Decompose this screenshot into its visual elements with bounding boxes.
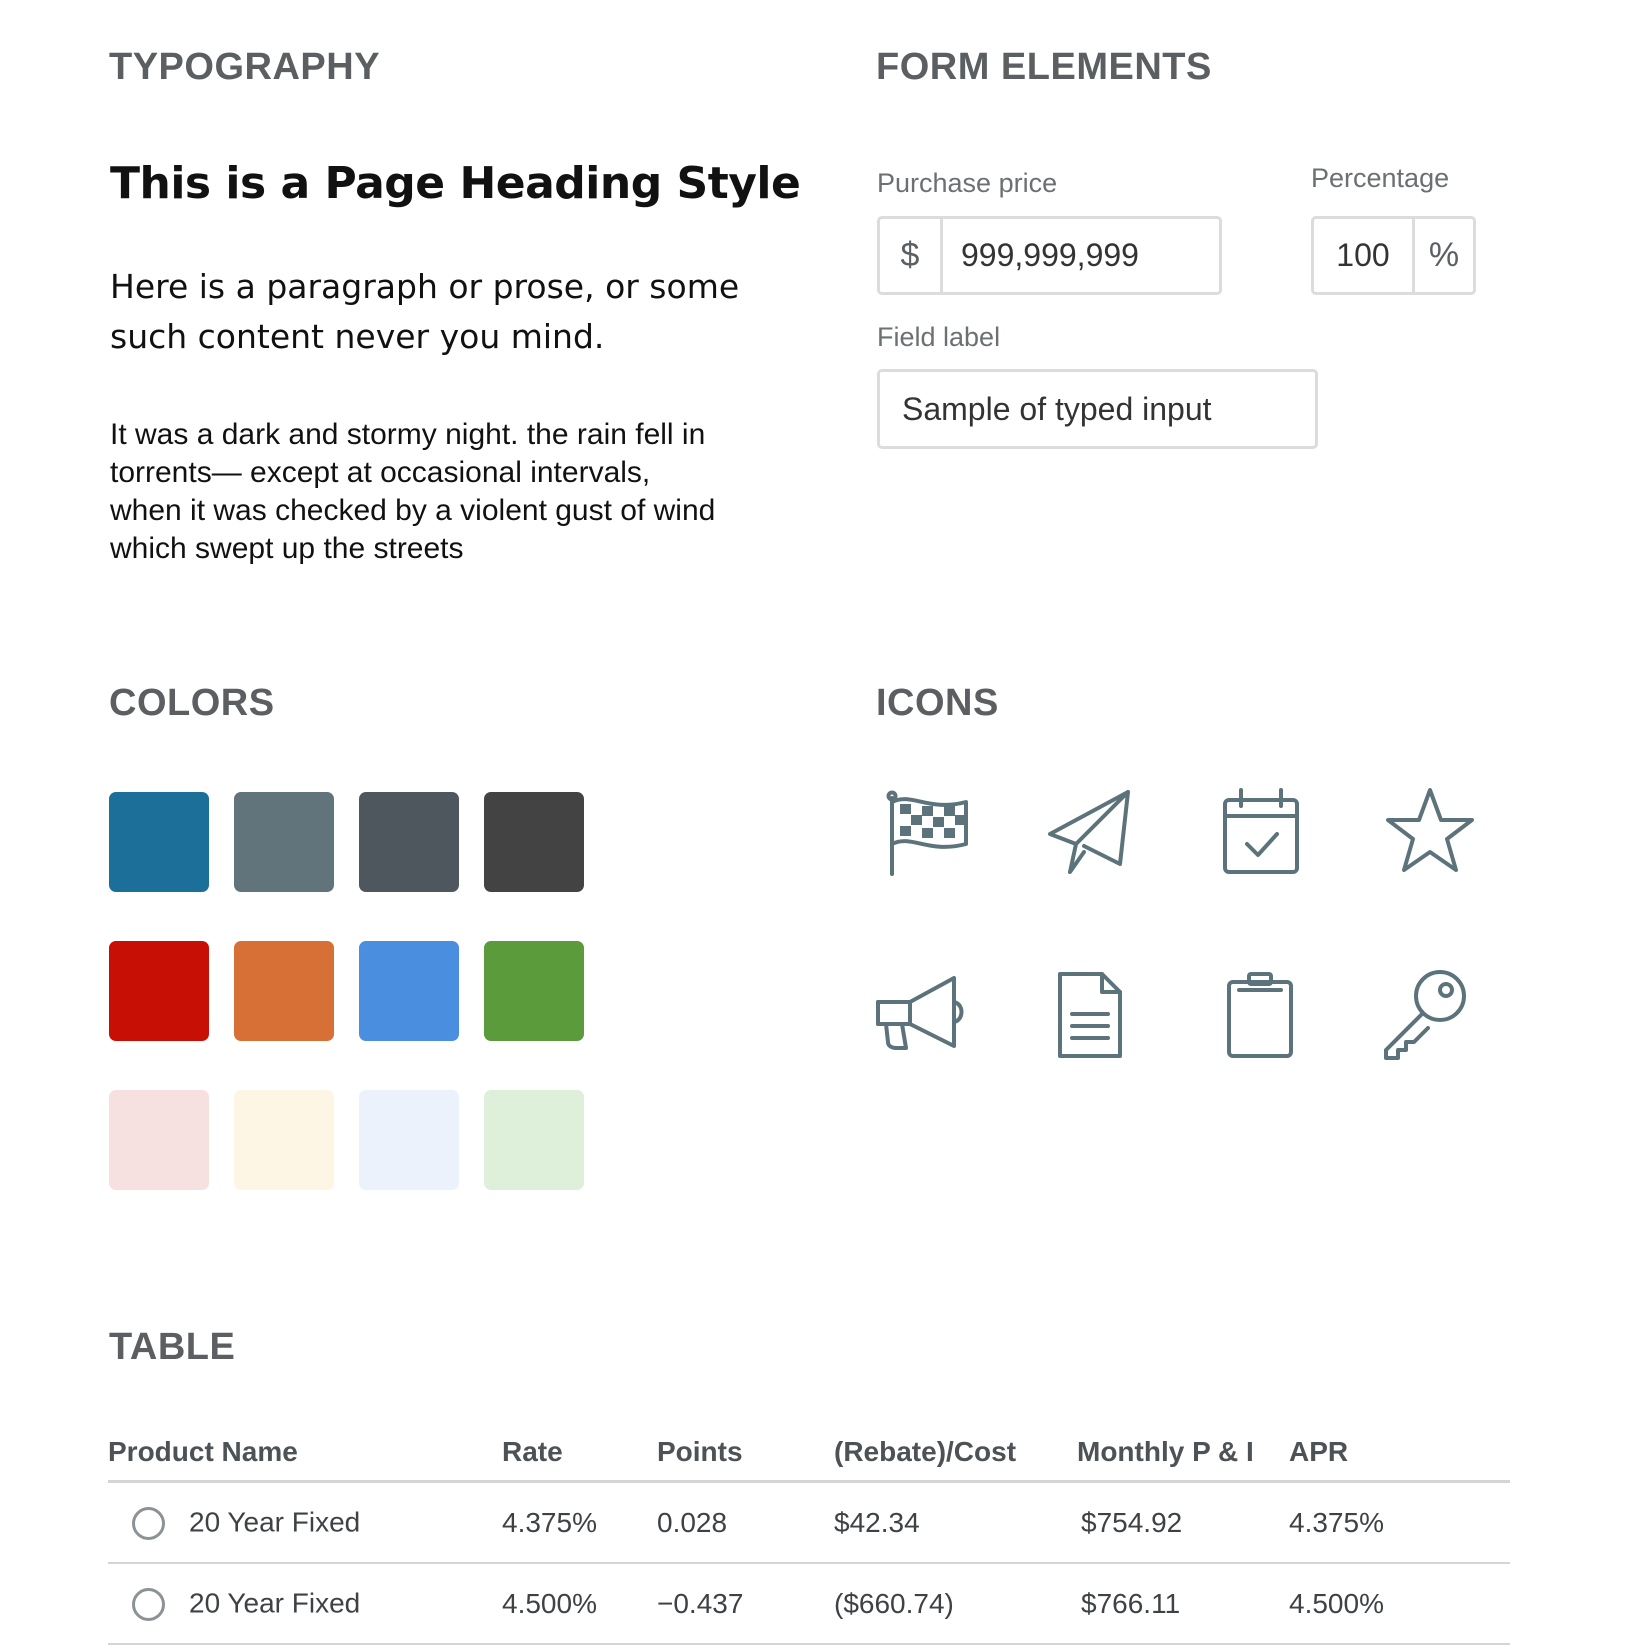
row-select-radio[interactable] [132,1507,165,1540]
rates-table [108,1424,1510,1645]
purchase-price-value: 999,999,999 [961,237,1139,273]
color-swatch [359,792,459,892]
page-heading-sample: This is a Page Heading Style [110,158,801,209]
table-header-row [108,1424,1510,1482]
rebate-cost-cell: $42.34 [834,1482,1077,1564]
document-icon [1040,966,1140,1066]
table-row[interactable] [108,1482,1510,1564]
percent-suffix: % [1428,236,1460,274]
color-swatch [109,1090,209,1190]
field-label: Field label [877,322,1001,352]
text-input-value: Sample of typed input [902,390,1212,427]
calendar-check-icon [1211,782,1311,882]
checkered-flag-icon [878,782,978,882]
product-cell [108,1563,502,1644]
lead-paragraph-sample: Here is a paragraph or prose, or some such content never you mind. [110,267,740,356]
text-input[interactable] [877,369,1318,449]
clipboard-icon [1211,966,1311,1066]
apr-cell: 4.500% [1289,1563,1510,1644]
column-header-points: Points [657,1424,834,1482]
color-swatch [234,1090,334,1190]
column-header-rebate-cost: (Rebate)/Cost [834,1424,1077,1482]
monthly-pi-cell: $754.92 [1077,1482,1289,1564]
color-swatch [484,792,584,892]
section-title-icons: ICONS [876,682,999,724]
section-title-table: TABLE [109,1326,236,1368]
section-title-colors: COLORS [109,682,275,724]
column-header-apr: APR [1289,1424,1510,1482]
rate-cell: 4.500% [502,1563,657,1644]
key-icon [1376,966,1476,1066]
row-select-radio[interactable] [132,1588,165,1621]
section-title-form-elements: FORM ELEMENTS [876,46,1212,88]
percentage-label: Percentage [1311,163,1450,193]
monthly-pi-cell: $766.11 [1077,1563,1289,1644]
column-header-rate: Rate [502,1424,657,1482]
currency-prefix: $ [880,219,943,292]
points-cell: 0.028 [657,1482,834,1564]
column-header-product-name: Product Name [108,1424,502,1482]
apr-cell: 4.375% [1289,1482,1510,1564]
color-swatch [234,792,334,892]
section-title-typography: TYPOGRAPHY [109,46,381,88]
percentage-value: 100 [1314,219,1415,292]
color-swatch [359,941,459,1041]
color-swatch [234,941,334,1041]
percentage-input[interactable] [1311,216,1476,295]
color-swatch [484,1090,584,1190]
star-icon [1380,782,1480,882]
paper-plane-icon [1040,782,1140,882]
rate-cell: 4.375% [502,1482,657,1564]
body-paragraph-sample: It was a dark and stormy night. the rain fell in torrents— except at occasional intervals, when it was checked by a violent gust of wind which swept up the streets [110,418,716,565]
points-cell: −0.437 [657,1563,834,1644]
table-row[interactable] [108,1563,1510,1644]
column-header-monthly-pi: Monthly P & I [1077,1424,1289,1482]
color-swatch [484,941,584,1041]
rebate-cost-cell: ($660.74) [834,1563,1077,1644]
product-cell [108,1482,502,1564]
color-swatch [359,1090,459,1190]
color-swatch [109,792,209,892]
purchase-price-input[interactable] [877,216,1222,295]
product-name: 20 Year Fixed [189,1588,361,1620]
megaphone-icon [870,966,970,1066]
color-swatch [109,941,209,1041]
product-name: 20 Year Fixed [189,1507,361,1539]
purchase-price-label: Purchase price [877,168,1058,198]
